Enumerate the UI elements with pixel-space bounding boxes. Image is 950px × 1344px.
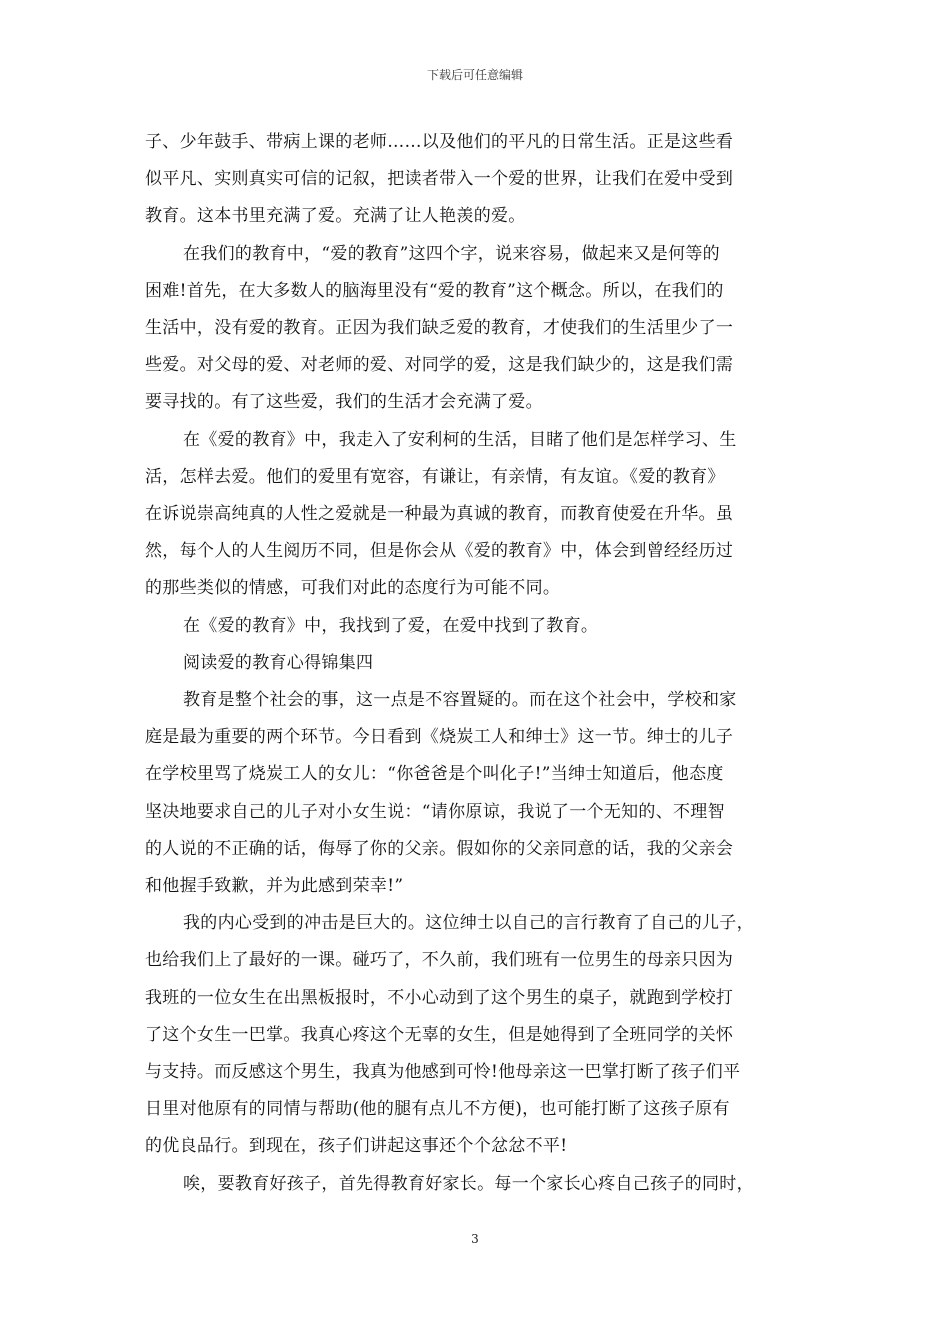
text-line: 在我们的教育中，“爱的教育”这四个字，说来容易，做起来又是何等的 [183, 244, 720, 264]
text-line: 活，怎样去爱。他们的爱里有宽容，有谦让，有亲情，有友谊。《爱的教育》 [145, 467, 725, 487]
text-line: 日里对他原有的同情与帮助(他的腿有点儿不方便)，也可能打断了这孩子原有 [145, 1099, 730, 1119]
text-line: 子、少年鼓手、带病上课的老师……以及他们的平凡的日常生活。正是这些看 [145, 132, 734, 152]
text-line: 唉，要教育好孩子，首先得教育好家长。每一个家长心疼自己孩子的同时， [183, 1174, 754, 1194]
text-line: 了这个女生一巴掌。我真心疼这个无辜的女生，但是她得到了全班同学的关怀 [145, 1025, 734, 1045]
text-line: 庭是最为重要的两个环节。今日看到《烧炭工人和绅士》这一节。绅士的儿子 [145, 727, 734, 747]
text-line: 些爱。对父母的爱、对老师的爱、对同学的爱，这是我们缺少的，这是我们需 [145, 355, 734, 375]
text-line: 与支持。而反感这个男生，我真为他感到可怜!他母亲这一巴掌打断了孩子们平 [145, 1062, 741, 1082]
text-line: 生活中，没有爱的教育。正因为我们缺乏爱的教育，才使我们的生活里少了一 [145, 318, 734, 338]
text-line: 我班的一位女生在出黑板报时，不小心动到了这个男生的桌子，就跑到学校打 [145, 988, 734, 1008]
text-line: 似平凡、实则真实可信的记叙，把读者带入一个爱的世界，让我们在爱中受到 [145, 169, 734, 189]
text-line: 坚决地要求自己的儿子对小女生说：“请你原谅，我说了一个无知的、不理智 [145, 802, 725, 822]
text-line: 在《爱的教育》中，我找到了爱，在爱中找到了教育。 [183, 616, 599, 636]
text-line: 然，每个人的人生阅历不同，但是你会从《爱的教育》中，体会到曾经经历过 [145, 541, 734, 561]
text-line: 的优良品行。到现在，孩子们讲起这事还个个忿忿不平! [145, 1136, 568, 1156]
page-number: 3 [471, 1232, 479, 1246]
text-line: 在《爱的教育》中，我走入了安利柯的生活，目睹了他们是怎样学习、生 [183, 430, 737, 450]
text-line: 教育。这本书里充满了爱。充满了让人艳羡的爱。 [145, 206, 526, 226]
text-line: 阅读爱的教育心得锦集四 [183, 653, 374, 673]
text-line: 教育是整个社会的事，这一点是不容置疑的。而在这个社会中，学校和家 [183, 690, 737, 710]
text-line: 要寻找的。有了这些爱，我们的生活才会充满了爱。 [145, 392, 543, 412]
text-line: 在学校里骂了烧炭工人的女儿：“你爸爸是个叫化子!”当绅士知道后，他态度 [145, 764, 724, 784]
text-line: 在诉说崇高纯真的人性之爱就是一种最为真诚的教育，而教育使爱在升华。虽 [145, 504, 734, 524]
text-line: 也给我们上了最好的一课。碰巧了，不久前，我们班有一位男生的母亲只因为 [145, 950, 734, 970]
text-line: 我的内心受到的冲击是巨大的。这位绅士以自己的言行教育了自己的儿子， [183, 913, 754, 933]
text-line: 的那些类似的情感，可我们对此的态度行为可能不同。 [145, 578, 561, 598]
text-line: 的人说的不正确的话，侮辱了你的父亲。假如你的父亲同意的话，我的父亲会 [145, 839, 734, 859]
text-line: 困难!首先，在大多数人的脑海里没有“爱的教育”这个概念。所以，在我们的 [145, 281, 724, 301]
text-line: 和他握手致歉，并为此感到荣幸!” [145, 876, 404, 896]
page-header: 下载后可任意编辑 [426, 68, 523, 82]
